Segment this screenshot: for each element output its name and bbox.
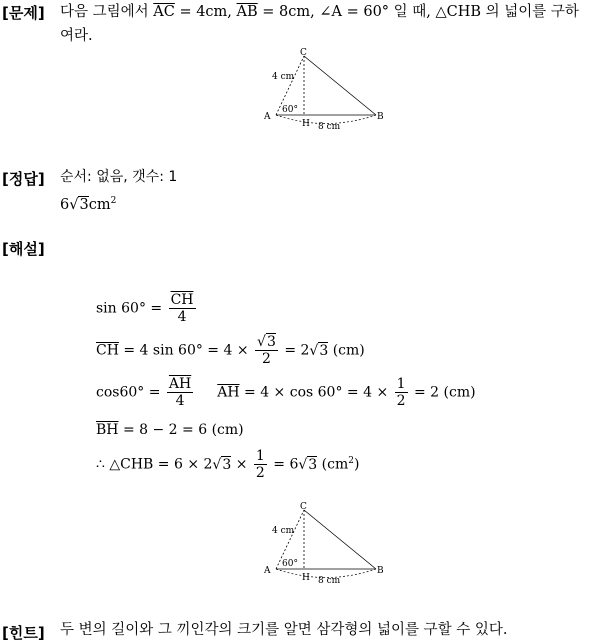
vertex-c: C — [300, 48, 307, 58]
segment-ac: $\overline{AC}$ — [153, 4, 175, 20]
problem-label: [문제] — [2, 4, 45, 22]
label-angle: 60° — [282, 559, 298, 569]
triangle-figure — [262, 46, 392, 132]
solution-line-5: ∴ △CHB = 6 × 2√3 × $\frac{1}{2}$ = 6√3 $(cm^2)$ — [96, 448, 360, 481]
vertex-b: B — [377, 112, 384, 122]
problem-line-2: 여라. — [60, 28, 93, 44]
answer-label: [정답] — [2, 170, 45, 188]
label-ac: 4 cm — [272, 526, 295, 536]
label-ab: 8 cm — [318, 576, 341, 586]
answer-meta: 순서: 없음, 갯수: 1 — [60, 169, 178, 185]
label-ac: 4 cm — [272, 72, 295, 82]
vertex-a: A — [264, 112, 271, 122]
segment-ab: $\overline{AB}$ — [236, 4, 258, 20]
side-cb — [304, 56, 376, 115]
vertex-b: B — [377, 566, 384, 576]
label-angle: 60° — [282, 105, 298, 115]
triangle-figure-solution — [262, 500, 392, 586]
vertex-c: C — [300, 502, 307, 512]
solution-line-4: $\overline{BH} = 8 - 2 = 6$ (cm) — [96, 422, 244, 438]
solution-line-3: cos60° = $\frac{\overline{AH}}{4}$ $\overline{AH} = 4 \times \cos 60^\circ = 4$ × $\frac{1}{2}$ = 2 (cm) — [96, 376, 476, 409]
foot-h: H — [302, 573, 310, 583]
hint-label: [힌트] — [2, 624, 45, 642]
answer-value: $6√3cm^2$ — [60, 196, 117, 213]
problem-line-1: 다음 그림에서 $\overline{AC} = 4cm$, $\overline{AB} = 8cm$, ∠A = 60° 일 때, △CHB 의 넓이를 구하 — [60, 4, 579, 20]
solution-line-2: $\overline{CH} = 4$ sin 60° = 4 × $\frac{√3}{2}$ = 2√3 (cm) — [96, 334, 365, 367]
foot-h: H — [302, 119, 310, 129]
solution-line-1: sin 60° = $\frac{\overline{CH}}{4}$ — [96, 292, 194, 325]
hint-text: 두 변의 길이와 그 끼인각의 크기를 알면 삼각형의 넓이를 구할 수 있다. — [60, 622, 508, 638]
vertex-a: A — [264, 566, 271, 576]
side-cb — [304, 510, 376, 569]
solution-label: [해설] — [2, 240, 45, 258]
label-ab: 8 cm — [318, 122, 341, 132]
